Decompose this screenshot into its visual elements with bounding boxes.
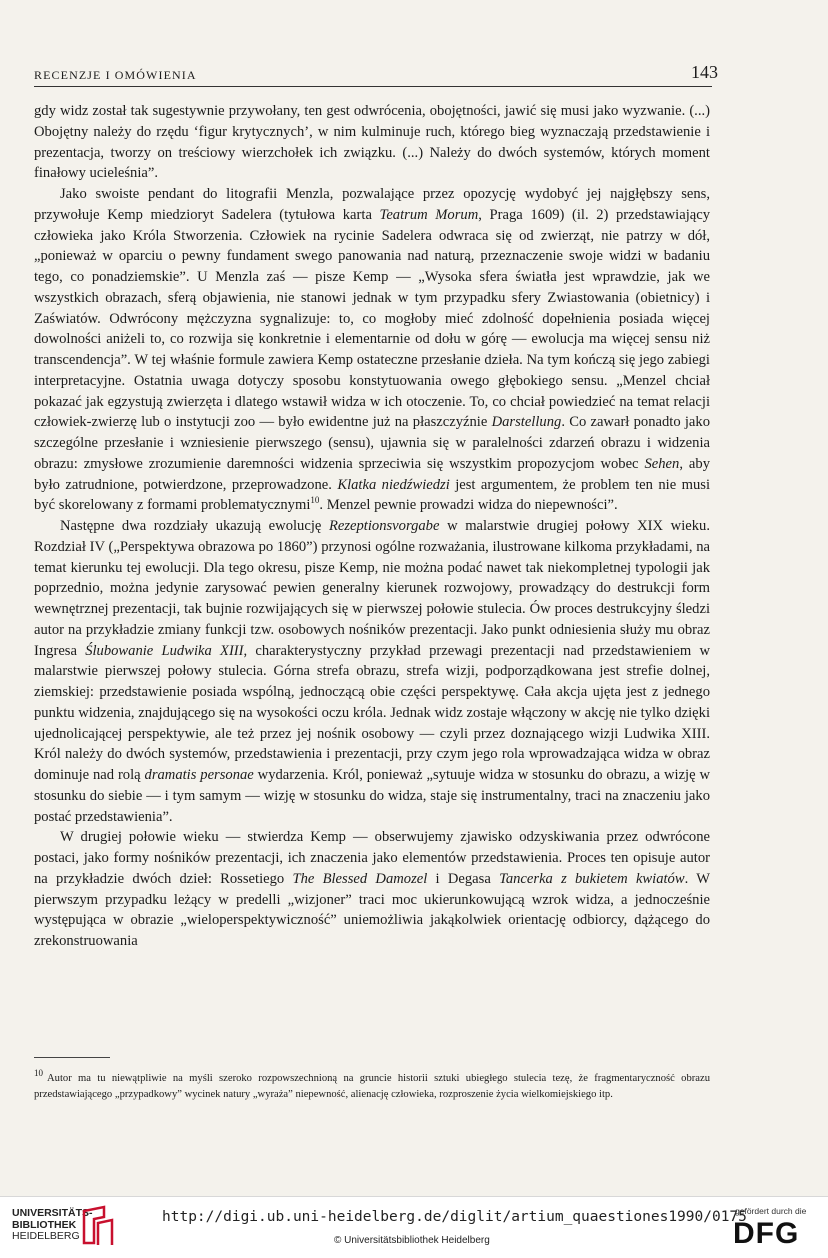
permalink-url[interactable]: http://digi.ub.uni-heidelberg.de/diglit/artium_quaestiones1990/0175 xyxy=(162,1209,747,1225)
digitization-footer xyxy=(0,1196,828,1258)
paragraph-2: Jako swoiste pendant do litografii Menzla, pozwalające przez opozycję wydobyć jej najgłębszy sens, przywołuje Kemp miedzioryt Sadelera (tytułowa karta Teatrum Morum, Praga 1609) (il. 2) przedstawiający człowieka jako Króla Stworzenia. Człowiek na rycinie Sadelera odwraca się od zwierząt, nie patrzy w dół, „ponieważ w oparciu o pewny fundament swego panowania nad naturą, przeznaczenie swoje widzi w badaniu tego, co ponadziemskie”. U Menzla zaś — pisze Kemp — „Wysoka sfera światła jest wprawdzie, jak we wszystkich obrazach, sferą objawienia, nie stanowi jednak w tym przypadku sfery Zwiastowania (obietnicy) i Zaświatów. Odwrócony mężczyzna sygnalizuje: to, co mogłoby mieć zdolność dopełnienia posiada więcej dowolności aniżeli to, co rozwija się konkretnie i elementarnie od dołu w górę — ewolucja ma więcej sensu niż transcendencja”. W tej właśnie formule zawiera Kemp ostateczne przesłanie dzieła. Na tym kończą się jego zabiegi interpretacyjne. Ostatnia uwaga dotyczy sposobu konstytuowania owego głębokiego sensu. „Menzel chciał pokazać jak egzystują zwierzęta i dlatego wstawił widza w ich otoczenie. To, co chciał powiedzieć na temat relacji człowiek-zwierzę lub o instytucji zoo — było ewidentne już na płaszczyźnie Darstellung. Co zawarł ponadto jako szczególne przesłanie i wzniesienie pierwszego (sensu), ujawnia się w paralelności zdarzeń obrazu i widzenia obrazu: zmysłowe zrozumienie daremności widzenia sprzeciwia się wszystkim propozycjom wobec Sehen, aby było zatrudnione, potwierdzone, przeprowadzone. Klatka niedźwiedzi jest argumentem, że problem ten nie musi być skorelowany z formami problematycznymi$^{10}$. Menzel pewnie prowadzi widza do niepewności”. xyxy=(34,186,710,514)
running-head xyxy=(34,62,718,87)
paragraph-4: W drugiej połowie wieku — stwierdza Kemp — obserwujemy zjawisko odzyskiwania przez odwrócone postaci, jako formy nośników prezentacji, ich znaczenia jako elementów przedstawienia. Proces ten opisuje autor na przykładzie dwóch dzieł: Rossetiego The Blessed Damozel i Degasa Tancerka z bukietem kwiatów. W pierwszym przypadku leżący w predelli „wizjoner” traci moc ukierunkowującą wzrok widza, a jednocześnie występująca w obrazie „wieloperspektywiczność” uniemożliwia jakąkolwiek orientację odbiorcy, dążącego do zrekonstruowania xyxy=(34,829,711,949)
italic-title: Tancerka z bukietem kwiatów xyxy=(499,870,685,887)
footnote-text: Autor ma tu niewątpliwie na myśli szeroko rozpowszechnioną na gruncie historii sztuki ubiegłego stulecia tezę, że fragmentaryczność obrazu przedstawiającego „przypadkowy” wycinek natury „wyraża” niepewność, alienację człowieka, rozproszenie życia wielkomiejskiego itp. xyxy=(34,1073,710,1100)
italic-term: Darstellung xyxy=(491,414,562,431)
funding-caption: gefördert durch die xyxy=(735,1206,807,1216)
copyright-notice: © Universitätsbibliothek Heidelberg xyxy=(334,1235,490,1246)
library-logo-icon xyxy=(80,1205,116,1247)
italic-title: Ślubowanie Ludwika XIII xyxy=(85,642,244,659)
footnote xyxy=(34,1068,710,1103)
italic-term: dramatis personae xyxy=(144,767,254,783)
italic-title: Teatrum Morum xyxy=(379,206,479,223)
page-number: 143 xyxy=(691,62,718,82)
footnote-number: 10 xyxy=(34,1068,43,1079)
footnote-rule xyxy=(34,1057,110,1058)
italic-title: The Blessed Damozel xyxy=(292,870,428,887)
italic-term: Sehen xyxy=(644,455,680,472)
footnote-ref[interactable]: 10 xyxy=(310,495,320,506)
body-text xyxy=(34,101,710,952)
paragraph-3: Następne dwa rozdziały ukazują ewolucję Rezeptionsvorgabe w malarstwie drugiej połowy XIX wieku. Rozdział IV („Perspektywa obrazowa po 1860”) przynosi ogólne rozważania, ilustrowane kilkoma przykładami, na temat kierunku tej ewolucji. Dla tego okresu, pisze Kemp, nie można podać nawet tak niekompletnej typologii jak poprzednio, można jedynie zarysować pewien generalny kierunek rozwojowy, prowadzący do destrukcji form wewnętrznej prezentacji, tak bujnie rozwijających się w pierwszej połowie stulecia. Ów proces destrukcyjny śledzi autor na przykładzie zmiany funkcji tzw. osobowych nośników prezentacji. Jako punkt odniesienia służy mu obraz Ingresa Ślubowanie Ludwika XIII, charakterystyczny przykład przewagi prezentacji nad przedstawieniem w malarstwie pierwszej połowy stulecia. Górna strefa obrazu, strefa wizji, podporządkowana jest strefie dolnej, ziemskiej: przedstawienie posiada wspólną, jednoczącą obie części perspektywę. Cała akcja ujęta jest z jednego punktu widzenia, znajdującego się na wysokości oczu króla. Jednak widz zostaje włączony w akcję nie tylko dzięki ujednolicającej perspektywie, ale też przez jej nośnik osobowy — czyli przez doznającego wizji Ludwika XIII. Król należy do dwóch systemów, przedstawienia i prezentacji, przy czym jego rola wprowadzająca widza w obraz dominuje nad rolą dramatis personae wydarzenia. Król, ponieważ „sytuuje widza w stosunku do obrazu, a wizję w stosunku do siebie — i tym samym — wizję w stosunku do widza, staje się instrumentalny, traci na znaczeniu jako postać przedstawienia”. xyxy=(34,518,710,825)
paragraph-1: gdy widz został tak sugestywnie przywołany, ten gest odwrócenia, obojętności, jawić się musi jako wyzwanie. (...) Obojętny należy do rzędu ‘figur krytycznych’, w nim kulminuje ruch, którego bieg wyznaczają przedstawienie i prezentacja, tworzy on treściowy wierzchołek ich związku. (...) Należy do dwóch systemów, których moment finałowy ucieleśnia”. xyxy=(34,103,710,182)
running-title: RECENZJE I OMÓWIENIA xyxy=(34,68,197,82)
library-name: UNIVERSITÄTS- BIBLIOTHEK HEIDELBERG xyxy=(12,1207,93,1242)
italic-title: Klatka niedźwiedzi xyxy=(337,476,450,493)
italic-term: Rezeptionsvorgabe xyxy=(328,518,440,534)
dfg-logo: DFG xyxy=(733,1217,800,1250)
